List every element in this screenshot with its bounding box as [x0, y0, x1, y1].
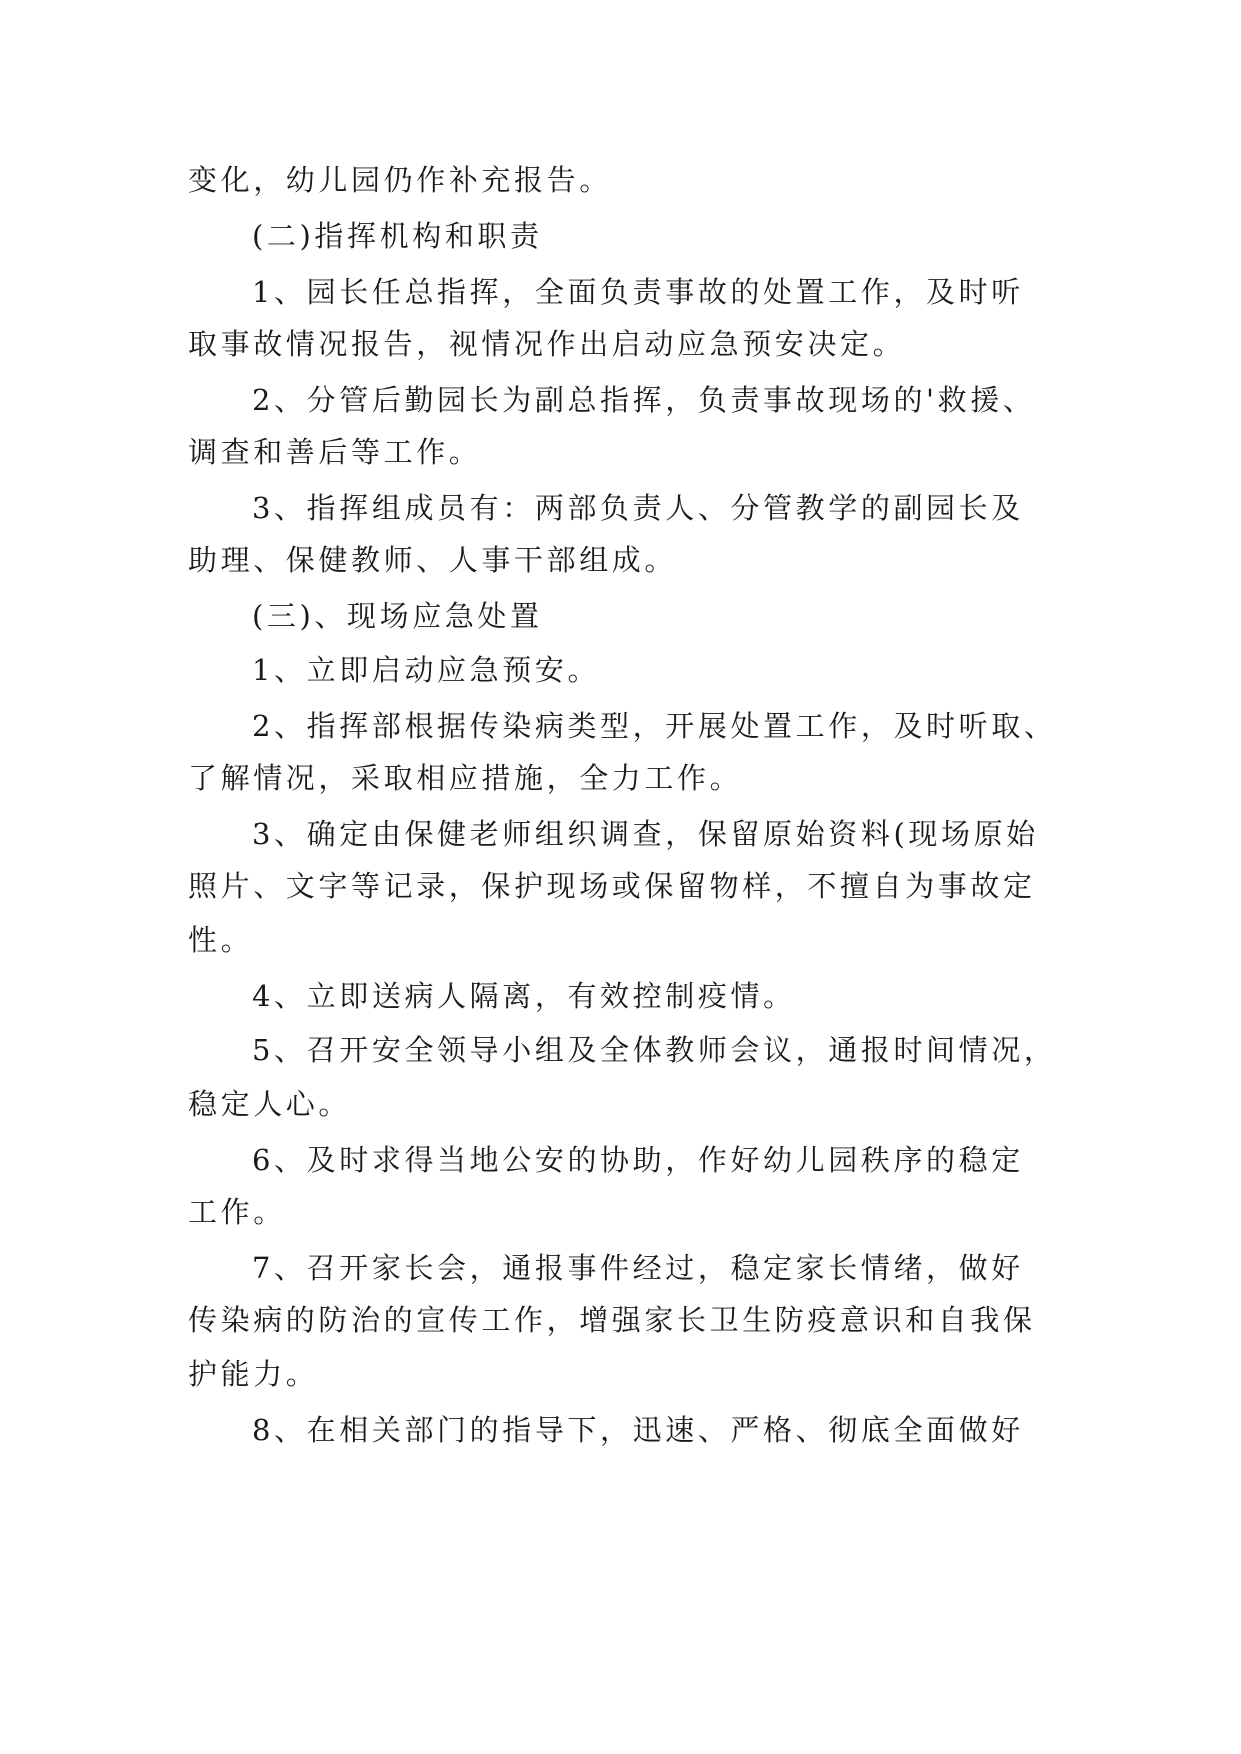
- text-line: 3、指挥组成员有：两部负责人、分管教学的副园长及: [252, 491, 1024, 525]
- text-line: 工作。: [188, 1195, 286, 1229]
- section-heading: (三)、现场应急处置: [252, 599, 543, 633]
- text-line: 4、立即送病人隔离，有效控制疫情。: [252, 979, 796, 1013]
- text-line: 变化，幼儿园仍作补充报告。: [188, 163, 612, 197]
- text-line: 2、指挥部根据传染病类型，开展处置工作，及时听取、: [252, 709, 1057, 743]
- text-line: 3、确定由保健老师组织调查，保留原始资料(现场原始: [252, 817, 1039, 851]
- text-line: 1、立即启动应急预安。: [252, 653, 601, 687]
- text-line: 1、园长任总指挥，全面负责事故的处置工作，及时听: [252, 275, 1024, 309]
- text-line: 了解情况，采取相应措施，全力工作。: [188, 761, 743, 795]
- text-line: 性。: [188, 923, 254, 957]
- text-line: 照片、文字等记录，保护现场或保留物样，不擅自为事故定: [188, 869, 1036, 903]
- text-line: 7、召开家长会，通报事件经过，稳定家长情绪，做好: [252, 1251, 1024, 1285]
- text-line: 5、召开安全领导小组及全体教师会议，通报时间情况，: [252, 1033, 1057, 1067]
- text-line: 调查和善后等工作。: [188, 435, 482, 469]
- text-line: 2、分管后勤园长为副总指挥，负责事故现场的'救援、: [252, 383, 1036, 417]
- text-line: 6、及时求得当地公安的协助，作好幼儿园秩序的稳定: [252, 1143, 1024, 1177]
- text-line: 取事故情况报告，视情况作出启动应急预安决定。: [188, 327, 906, 361]
- text-line: 护能力。: [188, 1357, 319, 1391]
- text-line: 传染病的防治的宣传工作，增强家长卫生防疫意识和自我保: [188, 1303, 1036, 1337]
- section-heading: (二)指挥机构和职责: [252, 219, 543, 253]
- text-line: 稳定人心。: [188, 1087, 352, 1121]
- text-line: 助理、保健教师、人事干部组成。: [188, 543, 678, 577]
- text-line: 8、在相关部门的指导下，迅速、严格、彻底全面做好: [252, 1413, 1024, 1447]
